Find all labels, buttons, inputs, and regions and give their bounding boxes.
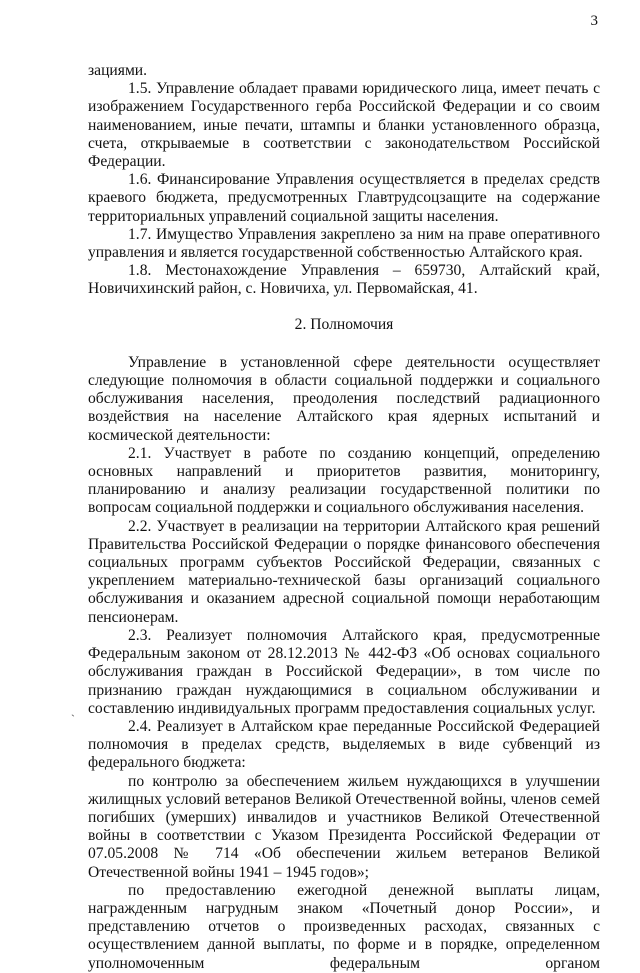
paragraph-continuation: зациями. bbox=[88, 62, 148, 79]
margin-mark: ` bbox=[71, 712, 75, 726]
paragraph-1-7: 1.7. Имущество Управления закреплено за ним на праве оперативного управления и является государственной собственностью Алтайского края. bbox=[88, 225, 600, 262]
paragraph-1-8: 1.8. Местонахождение Управления – 659730, Алтайский край, Новичихинский район, с. Новичиха, ул. Первомайская, 41. bbox=[88, 262, 600, 298]
paragraph-2-2: 2.2. Участвует в реализации на территории Алтайского края решений Правительства Российской Федерации о порядке финансового обеспечения социальных программ субъектов Российской Федерации, связанных с укреплением материально-технической базы организаций социального обслуживания и оказанием адресной социальной помощи неработающим пенсионерам. bbox=[88, 517, 600, 626]
document-body bbox=[88, 62, 600, 973]
paragraph-2-1: 2.1. Участвует в работе по созданию концепций, определению основных направлений и приоритетов развития, мониторингу, планированию и анализу реализации государственной политики по вопросам социальной поддержки и социального обслуживания населения. bbox=[88, 444, 600, 517]
paragraph-2-3: 2.3. Реализует полномочия Алтайского края, предусмотренные Федеральным законом от 28.12.2013 № 442-ФЗ «Об основах социального обслуживания граждан в Российской Федерации», в том числе по признанию граждан нуждающимися в социальном обслуживании и составлению индивидуальных программ предоставления социальных услуг. bbox=[88, 626, 600, 717]
paragraph-donor-payment: по предоставлению ежегодной денежной выплаты лицам, награжденным нагрудным знаком «Почетный донор России», и представлению отчетов о произведенных расходах, связанных с осуществлением данной выплаты, по форме и в порядке, определенном уполномоченным федеральным органом bbox=[88, 881, 600, 972]
page-number: 3 bbox=[590, 13, 598, 29]
paragraph-2-4: 2.4. Реализует в Алтайском крае переданные Российской Федерацией полномочия в пределах средств, выделяемых в виде субвенций из федерального бюджета: bbox=[88, 717, 600, 772]
section-heading: 2. Полномочия bbox=[294, 315, 394, 333]
paragraph-1-6: 1.6. Финансирование Управления осуществляется в пределах средств краевого бюджета, предусмотренных Главтрудсоцзащите на содержание территориальных управлений социальной защиты населения. bbox=[88, 171, 600, 225]
paragraph-intro: Управление в установленной сфере деятельности осуществляет следующие полномочия в области социальной поддержки и социального обслуживания населения, преодоления последствий радиационного воздействия на население Алтайского края ядерных испытаний и космической деятельности: bbox=[88, 353, 600, 444]
paragraph-1-5: 1.5. Управление обладает правами юридического лица, имеет печать с изображением Государственного герба Российской Федерации и со своим наименованием, иные печати, штампы и бланки установленного образца, счета, открываемые в соответствии с законодательством Российской Федерации. bbox=[88, 80, 600, 171]
paragraph-housing-control: по контролю за обеспечением жильем нуждающихся в улучшении жилищных условий ветеранов Великой Отечественной войны, членов семей погибших (умерших) инвалидов и участников Великой Отечественной войны в соответствии с Указом Президента Российской Федерации от 07.05.2008 № 714 «Об обеспечении жильем ветеранов Великой Отечественной войны 1941 – 1945 годов»; bbox=[88, 772, 600, 881]
